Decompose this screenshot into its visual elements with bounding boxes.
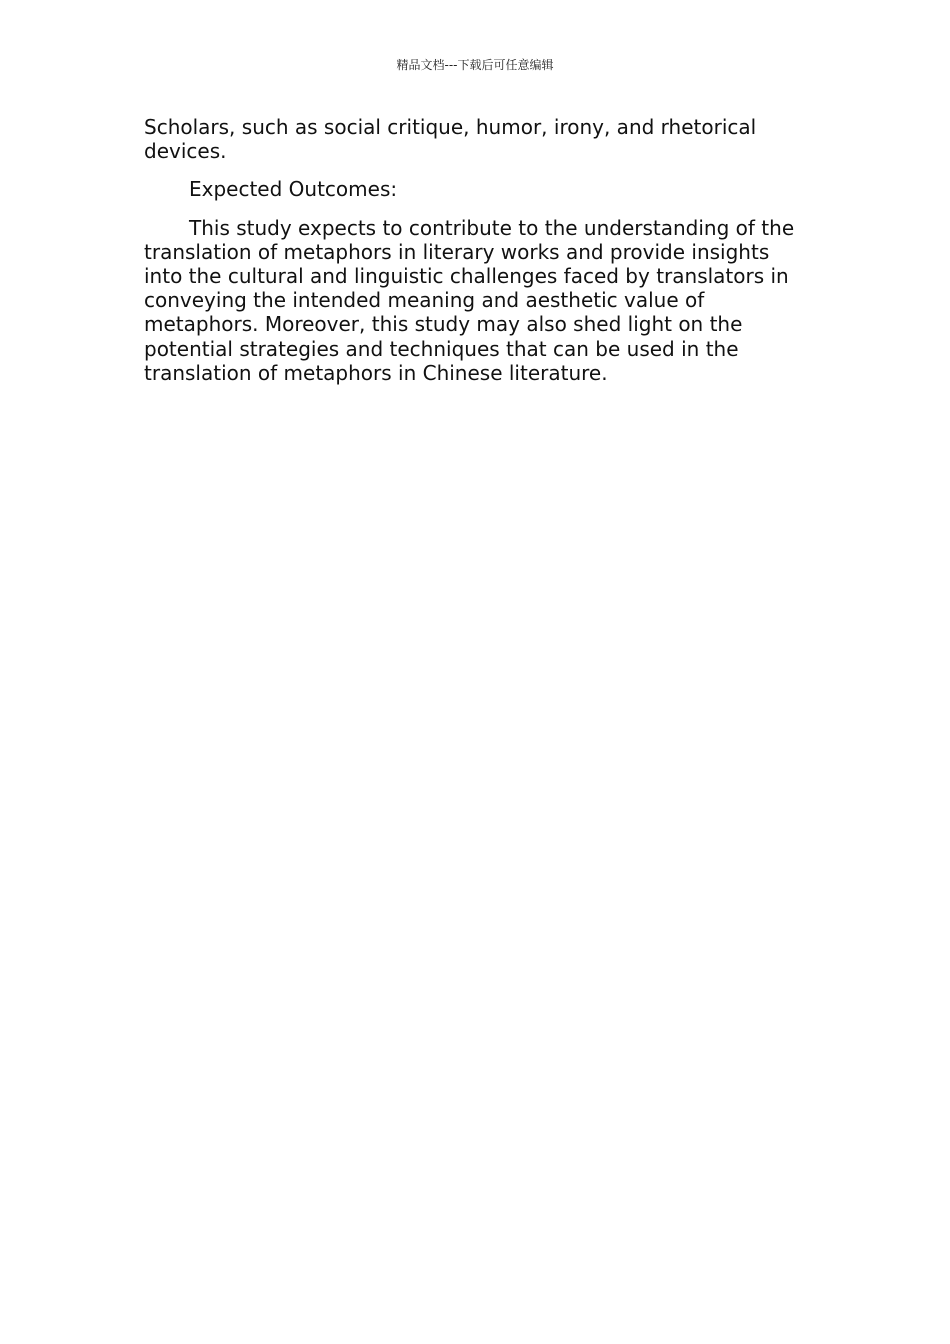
page-header: 精品文档---下载后可任意编辑 xyxy=(396,58,554,72)
section-heading-expected-outcomes: Expected Outcomes: xyxy=(189,177,398,202)
paragraph-continuation: Scholars, such as social critique, humor, irony, and rhetorical devices. xyxy=(144,115,757,164)
paragraph-expected-outcomes: This study expects to contribute to the understanding of the translation of metaphors in literary works and provide insights into the cultural and linguistic challenges faced by translators in conveying the intended meaning and aesthetic value of metaphors. Moreover, this study may also shed light on the potential strategies and techniques that can be used in the translation of metaphors in Chinese literature. xyxy=(144,215,795,385)
document-body xyxy=(144,115,804,399)
